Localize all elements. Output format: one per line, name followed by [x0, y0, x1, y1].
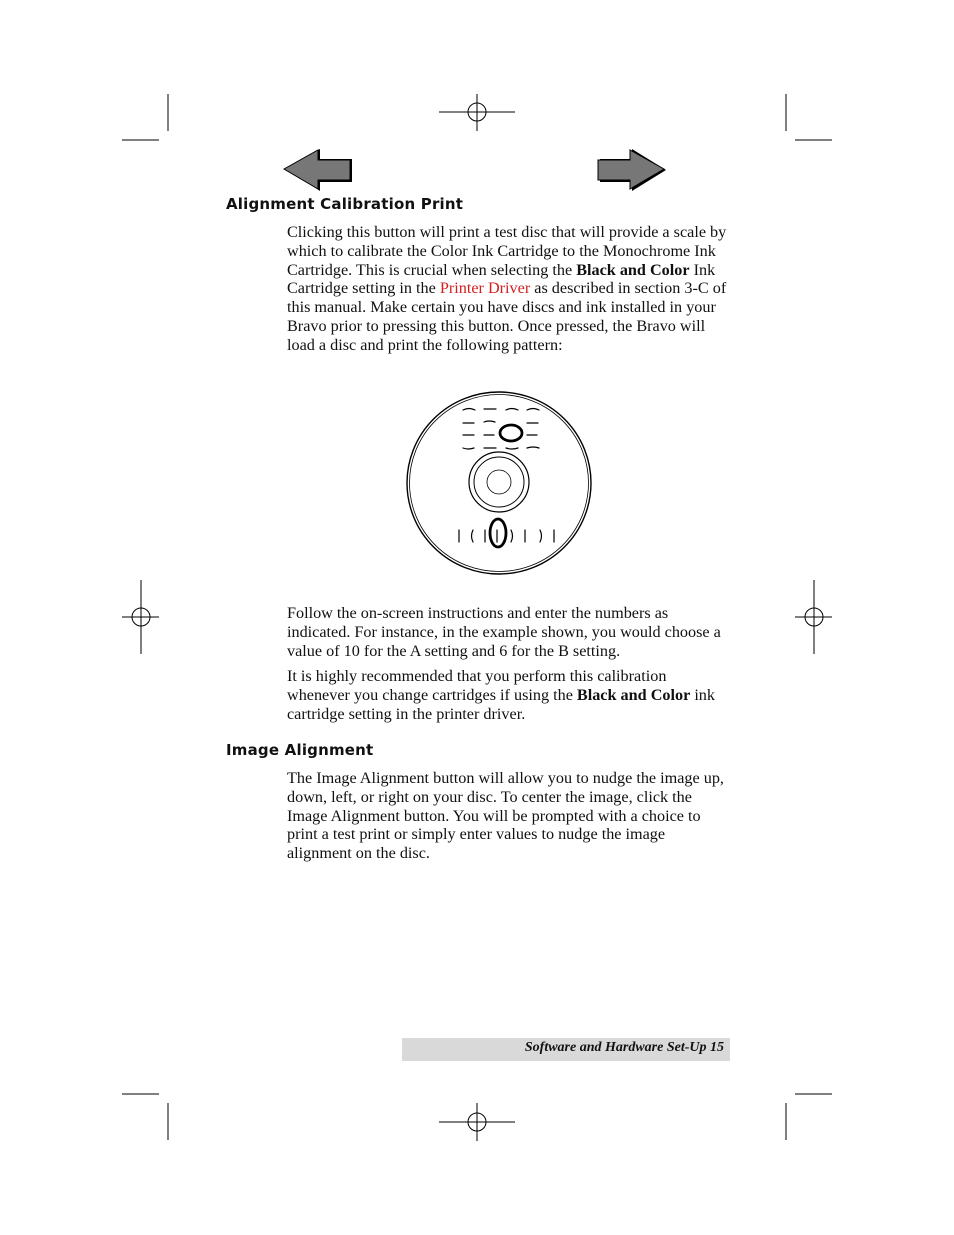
- right-arrow-icon: [598, 149, 666, 191]
- paragraph-recommendation: It is highly recommended that you perform this calibration whenever you change cartridges if using the Black and Color ink cartridge setting in the printer driver.: [287, 667, 715, 723]
- calibration-disc-icon: [404, 390, 594, 578]
- footer-page-label: Software and Hardware Set-Up 15: [524, 1040, 724, 1055]
- bold-black-and-color-2: Black and Color: [576, 685, 691, 704]
- back-arrow-button[interactable]: [282, 148, 354, 192]
- paragraph-image-alignment: The Image Alignment button will allow you to nudge the image up, down, left, or right on your disc. To center the image, click the Image Alignment button. You will be prompted with a choice to print a test print or simply enter values to nudge the image alignment on the disc.: [287, 769, 724, 863]
- forward-arrow-button[interactable]: [596, 148, 668, 192]
- left-arrow-icon: [284, 149, 352, 191]
- section-heading-alignment-calibration: Alignment Calibration Print: [226, 195, 464, 213]
- section-heading-image-alignment: Image Alignment: [226, 741, 374, 759]
- paragraph-calibration-intro: Clicking this button will print a test disc that will provide a scale by which to calibrate the Color Ink Cartridge to the Monochrome Ink Cartridge. This is crucial when selecting the Black and Color Ink Cartridge setting in the Printer Driver as described in section 3-C of this manual. Make certain you have discs and ink installed in your Bravo prior to pressing this button. Once pressed, the Bravo will load a disc and print the following pattern:: [287, 223, 727, 354]
- printer-driver-link[interactable]: Printer Driver: [439, 279, 531, 298]
- bold-black-and-color: Black and Color: [576, 260, 690, 279]
- paragraph-follow-instructions: Follow the on-screen instructions and enter the numbers as indicated. For instance, in the example shown, you would choose a value of 10 for the A setting and 6 for the B setting.: [287, 604, 721, 660]
- footer-bar: [402, 1038, 730, 1061]
